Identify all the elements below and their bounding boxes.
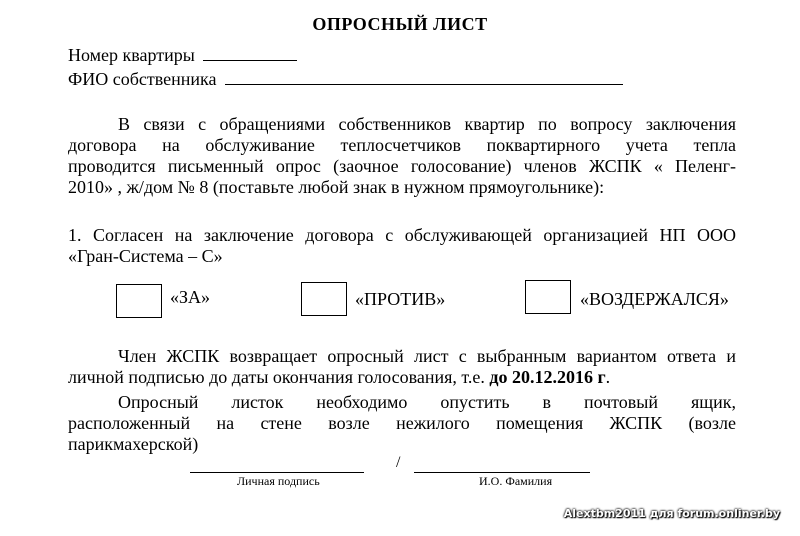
watermark-text: Alextbm2011 для forum.onliner.by <box>563 507 780 520</box>
apartment-label: Номер квартиры <box>68 45 195 65</box>
owner-field <box>68 68 623 90</box>
apartment-blank <box>203 44 297 61</box>
mailbox-line: Опросный листок необходимо опустить в почтовый ящик, <box>118 392 736 412</box>
intro-paragraph <box>68 114 736 198</box>
vote-against-label: «ПРОТИВ» <box>355 289 446 309</box>
question-paragraph <box>68 225 736 267</box>
intro-line: 2010» , ж/дом № 8 (поставьте любой знак в нужном прямоугольнике): <box>68 177 605 197</box>
vote-for-label: «ЗА» <box>170 287 211 307</box>
question-line: «Гран-Система – С» <box>68 246 223 266</box>
return-line: Член ЖСПК возвращает опросный лист с выбранным вариантом ответа и <box>118 346 736 366</box>
intro-line: проводится письменный опрос (заочное голосование) членов ЖСПК « Пеленг- <box>68 156 736 176</box>
vote-abstain-label: «ВОЗДЕРЖАЛСЯ» <box>580 289 729 309</box>
vote-against-checkbox[interactable] <box>301 282 347 316</box>
mailbox-line: парикмахерской) <box>68 434 199 454</box>
name-caption: И.О. Фамилия <box>479 474 553 488</box>
page-title: ОПРОСНЫЙ ЛИСТ <box>312 14 488 34</box>
return-text: личной подписью до даты окончания голосования, т.е. <box>68 367 490 387</box>
vote-abstain-checkbox[interactable] <box>525 280 571 314</box>
owner-label: ФИО собственника <box>68 69 217 89</box>
intro-line: В связи с обращениями собственников квартир по вопросу заключения <box>118 114 736 134</box>
vote-for-checkbox[interactable] <box>116 284 162 318</box>
return-period: . <box>605 367 611 387</box>
return-line-2 <box>68 367 736 388</box>
signature-line <box>190 471 364 473</box>
mailbox-paragraph <box>68 392 736 455</box>
signature-separator: / <box>396 454 401 471</box>
intro-line: договора на обслуживание теплосчетчиков поквартирного учета тепла <box>68 135 736 155</box>
name-line <box>414 471 590 473</box>
signature-caption: Личная подпись <box>237 474 320 488</box>
question-line: 1. Согласен на заключение договора с обслуживающей организацией НП ООО <box>68 225 736 245</box>
return-paragraph <box>68 346 736 388</box>
mailbox-line: расположенный на стене возле нежилого помещения ЖСПК (возле <box>68 413 736 433</box>
owner-blank <box>225 68 623 85</box>
deadline-date: до 20.12.2016 г <box>489 367 606 387</box>
apartment-field <box>68 44 297 66</box>
